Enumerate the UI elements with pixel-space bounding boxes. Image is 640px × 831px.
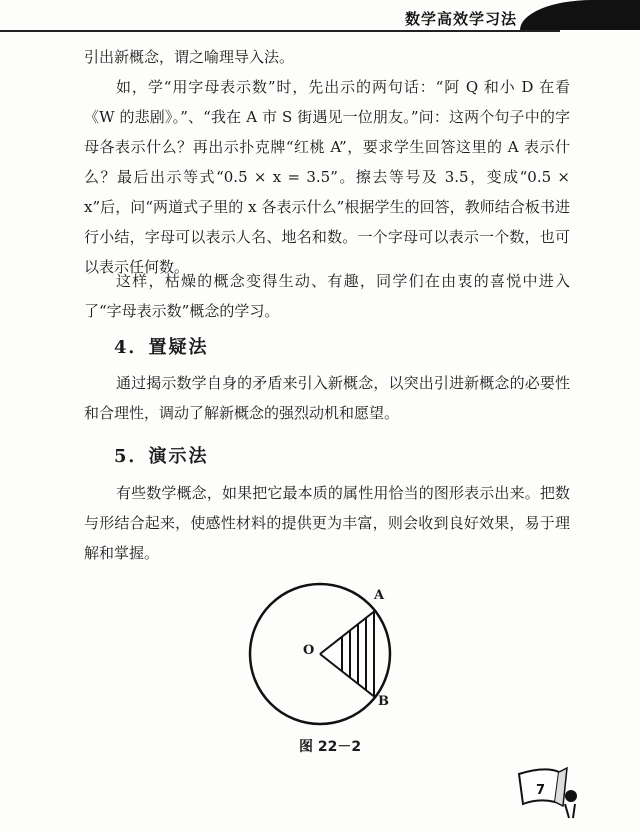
circle-sector-figure — [248, 582, 398, 732]
figure-label-a: A — [374, 588, 385, 603]
paragraph-example: 如，学“用字母表示数”时，先出示的两句话：“阿 Q 和小 D 在看《W 的悲剧》。”、“我在 A 市 S 街遇见一位朋友。”问：这两个句子中的字母各表示什么？再出示扑克牌“红桃 A”，要求学生回答这里的 A 表示什么？最后出示等式“0.5 × x = 3.5”。擦去等号及 3.5，变成“0.5 × x”后，问“两道式子里的 x 各表示什么”根据学生的回答，教师结合板书进行小结，字母可以表示人名、地名和数。一个字母可以表示一个数，也可以表示任何数。 — [84, 78, 570, 276]
paragraph-intro-end: 引出新概念，谓之喻理导入法。 — [84, 48, 295, 66]
section-heading-5: 5．演示法 — [114, 446, 209, 467]
header-tab-decoration — [520, 0, 640, 30]
figure-label-o: O — [303, 643, 315, 658]
section-heading-4: 4．置疑法 — [114, 337, 209, 358]
figure-label-b: B — [378, 694, 389, 709]
paragraph-method-4: 通过揭示数学自身的矛盾来引入新概念，以突出引进新概念的必要性和合理性，调动了解新概念的强烈动机和愿望。 — [84, 374, 570, 422]
header-rule — [0, 30, 560, 32]
paragraph-method-5: 有些数学概念，如果把它最本质的属性用恰当的图形表示出来。把数与形结合起来，使感性材料的提供更为丰富，则会收到良好效果，易于理解和掌握。 — [84, 484, 570, 562]
paragraph-conclusion: 这样，枯燥的概念变得生动、有趣，同学们在由衷的喜悦中进入了“字母表示数”概念的学习。 — [84, 272, 570, 320]
page-number-emblem-icon — [515, 762, 585, 822]
page-number: 7 — [536, 783, 546, 798]
figure-caption: 图 22－2 — [299, 739, 362, 755]
running-header-title: 数学高效学习法 — [405, 10, 518, 28]
